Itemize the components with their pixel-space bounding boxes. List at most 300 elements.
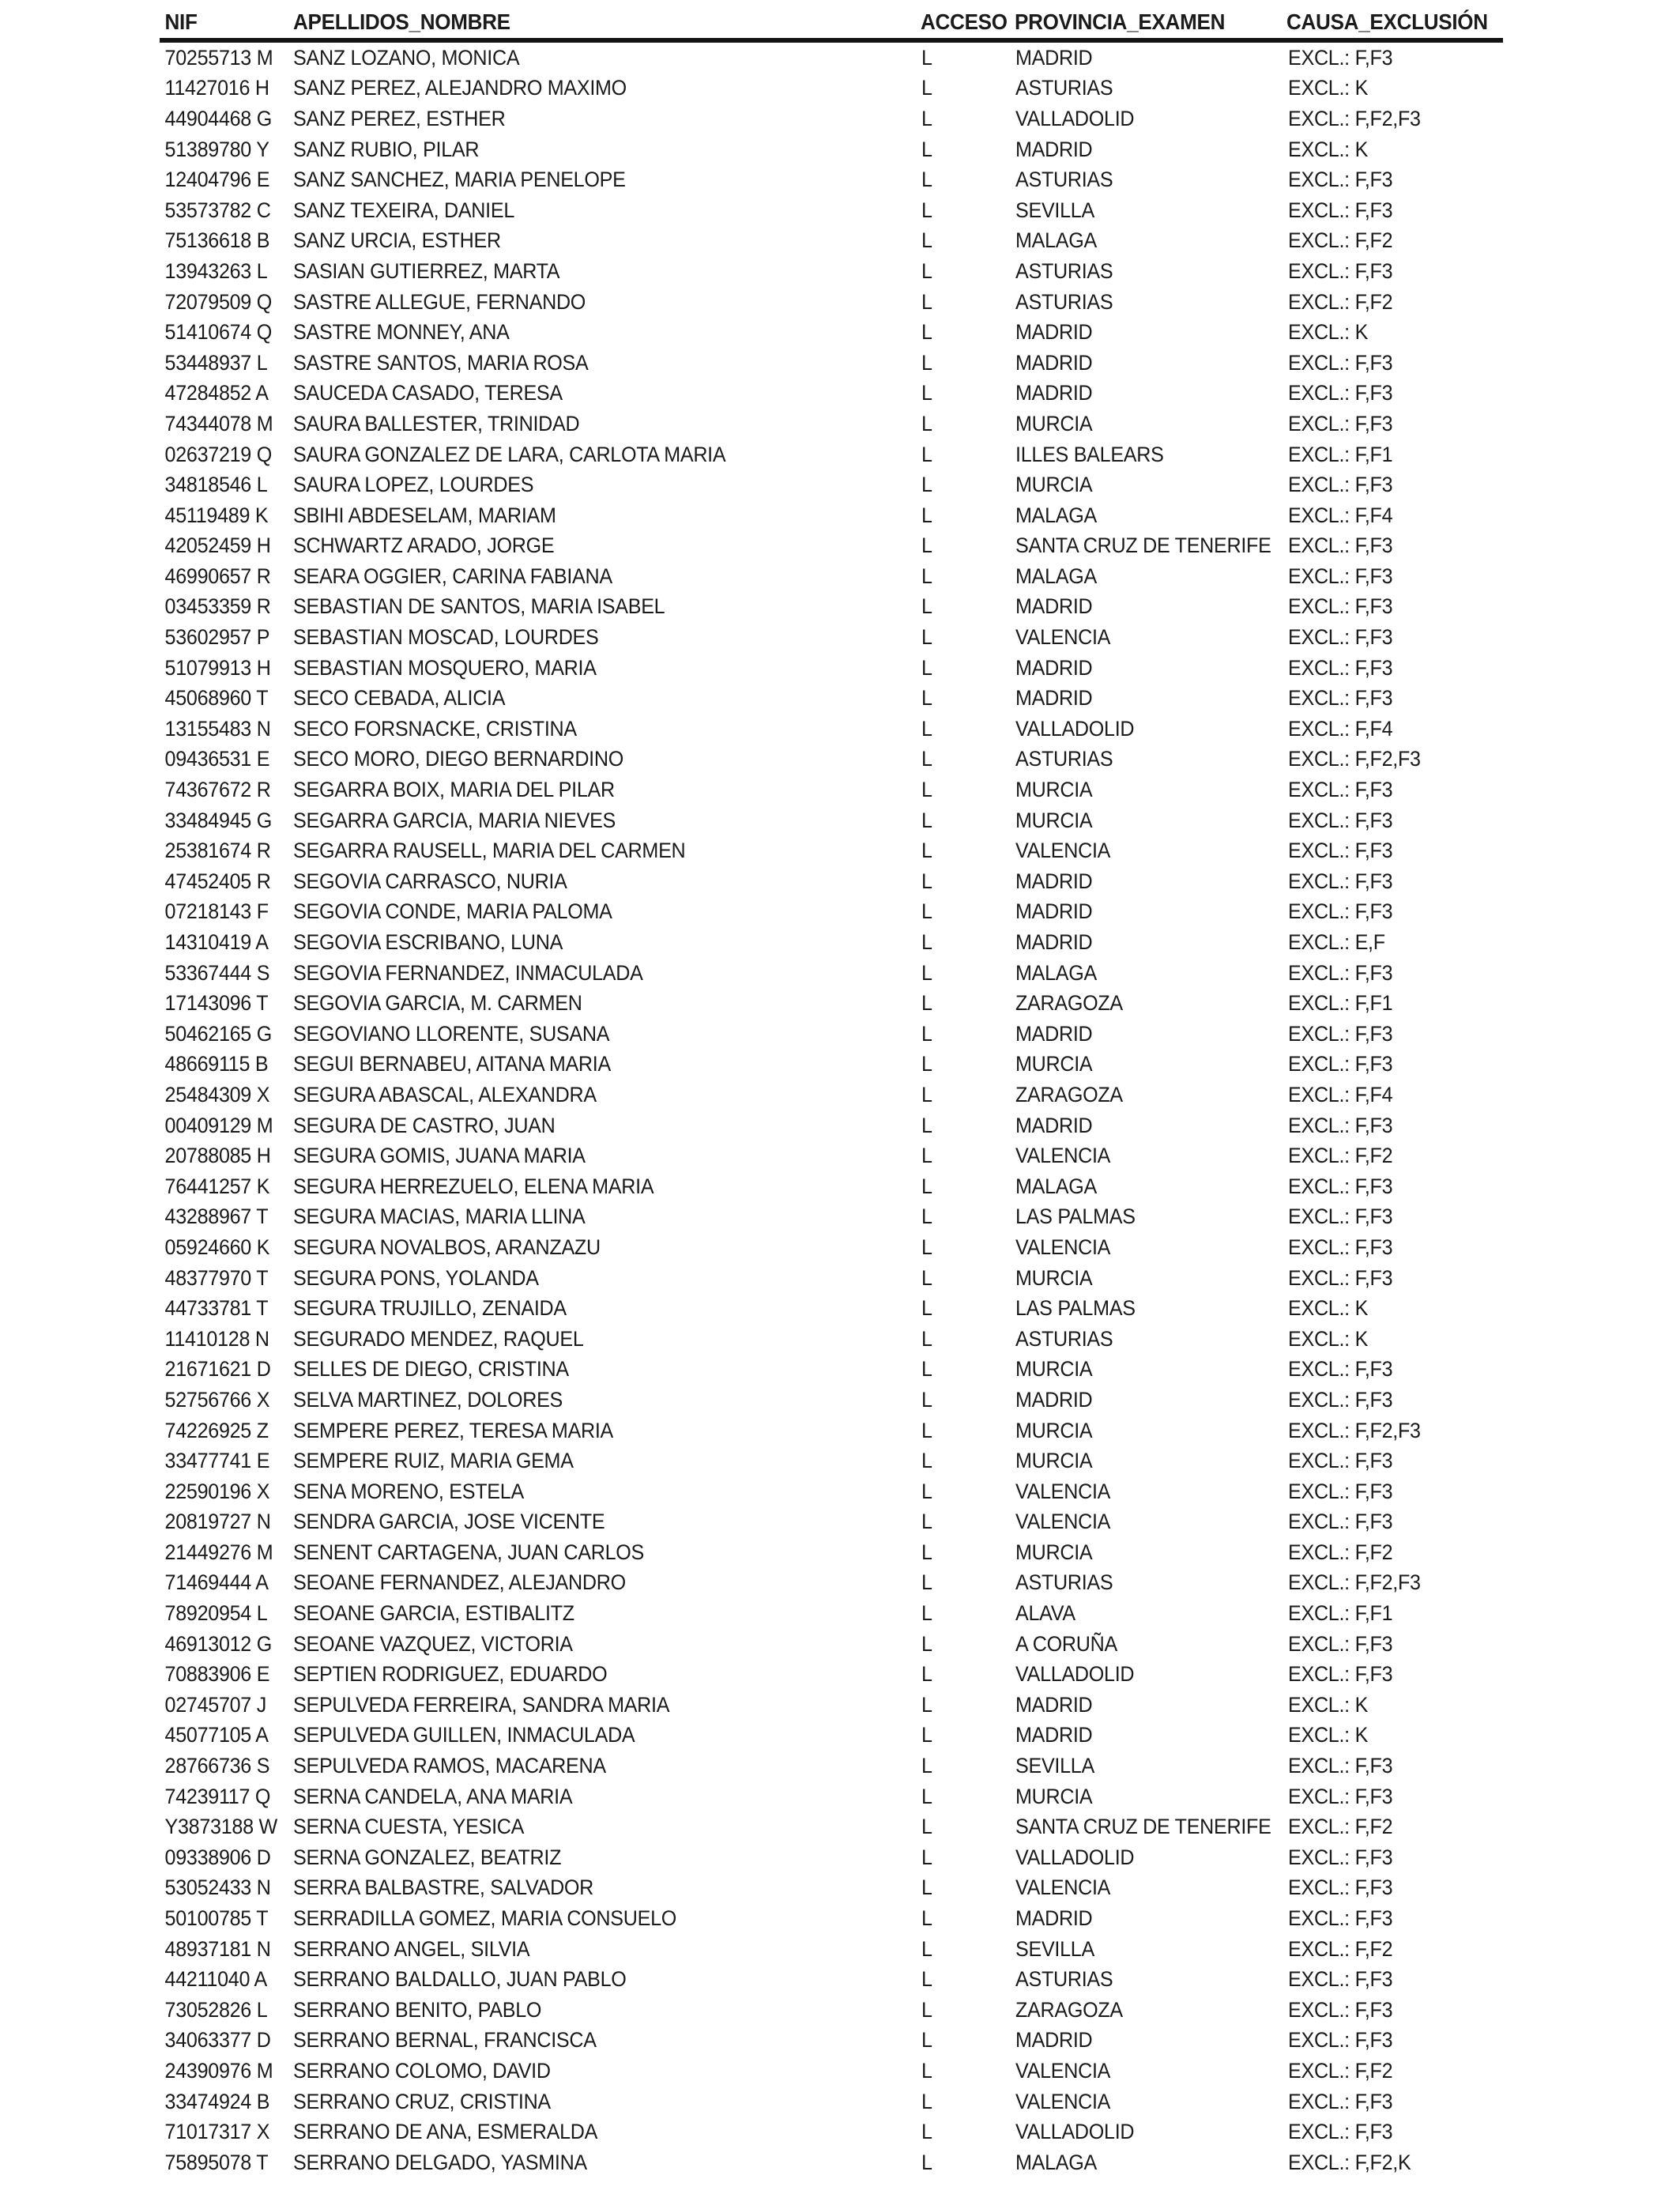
- cell-acceso: L: [921, 1144, 932, 1168]
- cell-apellidos-nombre: SAURA GONZALEZ DE LARA, CARLOTA MARIA: [293, 442, 726, 466]
- cell-nif: 02745707 J: [164, 1692, 266, 1717]
- cell-nif: 45119489 K: [164, 503, 269, 527]
- cell-apellidos-nombre: SEOANE VAZQUEZ, VICTORIA: [293, 1631, 573, 1656]
- cell-acceso: L: [921, 258, 932, 283]
- cell-apellidos-nombre: SENDRA GARCIA, JOSE VICENTE: [293, 1510, 605, 1534]
- cell-causa-exclusion: EXCL.: F,F3: [1288, 198, 1393, 222]
- cell-apellidos-nombre: SEOANE GARCIA, ESTIBALITZ: [293, 1601, 574, 1626]
- cell-provincia-examen: VALENCIA: [1015, 625, 1111, 650]
- cell-acceso: L: [921, 350, 932, 375]
- cell-provincia-examen: VALENCIA: [1015, 1144, 1111, 1168]
- table-row: [160, 104, 1503, 134]
- cell-causa-exclusion: EXCL.: F,F3: [1288, 2120, 1393, 2144]
- cell-nif: 46913012 G: [164, 1631, 272, 1656]
- cell-nif: 02637219 Q: [164, 442, 272, 466]
- cell-apellidos-nombre: SERNA CUESTA, YESICA: [293, 1815, 525, 1839]
- cell-apellidos-nombre: SERRANO BALDALLO, JUAN PABLO: [293, 1967, 627, 1992]
- cell-acceso: L: [921, 1449, 932, 1473]
- cell-apellidos-nombre: SERRANO BERNAL, FRANCISCA: [293, 2028, 597, 2053]
- cell-causa-exclusion: EXCL.: F,F4: [1288, 716, 1393, 741]
- cell-apellidos-nombre: SEBASTIAN DE SANTOS, MARIA ISABEL: [293, 594, 665, 619]
- cell-causa-exclusion: EXCL.: F,F3: [1288, 1265, 1393, 1290]
- cell-provincia-examen: MADRID: [1015, 899, 1093, 924]
- cell-acceso: L: [921, 1082, 932, 1106]
- cell-apellidos-nombre: SEPULVEDA FERREIRA, SANDRA MARIA: [293, 1692, 670, 1717]
- table-row: [160, 409, 1503, 439]
- cell-apellidos-nombre: SEGARRA RAUSELL, MARIA DEL CARMEN: [293, 839, 686, 863]
- cell-provincia-examen: MURCIA: [1015, 473, 1093, 497]
- cell-provincia-examen: MURCIA: [1015, 1449, 1093, 1473]
- cell-apellidos-nombre: SASIAN GUTIERREZ, MARTA: [293, 258, 560, 283]
- table-row: [160, 1903, 1503, 1934]
- cell-nif: 53367444 S: [164, 960, 270, 985]
- cell-provincia-examen: VALENCIA: [1015, 1479, 1111, 1503]
- cell-provincia-examen: MADRID: [1015, 137, 1093, 161]
- cell-causa-exclusion: EXCL.: F,F3: [1288, 1967, 1393, 1992]
- cell-nif: Y3873188 W: [164, 1815, 277, 1839]
- cell-apellidos-nombre: SELVA MARTINEZ, DOLORES: [293, 1387, 563, 1412]
- cell-causa-exclusion: EXCL.: F,F2: [1288, 228, 1393, 253]
- cell-causa-exclusion: EXCL.: F,F2,F3: [1288, 1418, 1421, 1442]
- table-row: [160, 1659, 1503, 1690]
- cell-acceso: L: [921, 228, 932, 253]
- cell-nif: 33477741 E: [164, 1449, 270, 1473]
- cell-acceso: L: [921, 747, 932, 771]
- cell-acceso: L: [921, 2028, 932, 2053]
- table-row: [160, 1324, 1503, 1355]
- cell-provincia-examen: MURCIA: [1015, 1052, 1093, 1076]
- cell-provincia-examen: VALENCIA: [1015, 839, 1111, 863]
- cell-apellidos-nombre: SENA MORENO, ESTELA: [293, 1479, 524, 1503]
- table-row: [160, 683, 1503, 714]
- cell-acceso: L: [921, 2120, 932, 2144]
- cell-acceso: L: [921, 564, 932, 588]
- cell-provincia-examen: VALLADOLID: [1015, 106, 1135, 130]
- cell-nif: 22590196 X: [164, 1479, 270, 1503]
- cell-provincia-examen: MALAGA: [1015, 503, 1097, 527]
- cell-provincia-examen: ASTURIAS: [1015, 76, 1113, 100]
- column-header-causa-exclusion: CAUSA_EXCLUSIÓN: [1286, 9, 1488, 34]
- cell-apellidos-nombre: SEGOVIA ESCRIBANO, LUNA: [293, 930, 563, 955]
- cell-causa-exclusion: EXCL.: K: [1288, 1692, 1369, 1717]
- cell-apellidos-nombre: SEGOVIA CONDE, MARIA PALOMA: [293, 899, 612, 924]
- cell-provincia-examen: MALAGA: [1015, 1174, 1097, 1198]
- cell-nif: 14310419 A: [164, 930, 269, 955]
- cell-causa-exclusion: EXCL.: F,F3: [1288, 1510, 1393, 1534]
- cell-nif: 44904468 G: [164, 106, 272, 130]
- table-row: [160, 1995, 1503, 2026]
- cell-provincia-examen: VALLADOLID: [1015, 716, 1135, 741]
- cell-apellidos-nombre: SEGOVIA GARCIA, M. CARMEN: [293, 991, 582, 1016]
- cell-acceso: L: [921, 1021, 932, 1046]
- exclusion-table: [160, 6, 1503, 2178]
- cell-apellidos-nombre: SEPTIEN RODRIGUEZ, EDUARDO: [293, 1662, 608, 1687]
- table-row: [160, 500, 1503, 531]
- cell-provincia-examen: ALAVA: [1015, 1601, 1075, 1626]
- cell-provincia-examen: MADRID: [1015, 2028, 1093, 2053]
- table-row: [160, 317, 1503, 348]
- cell-nif: 33474924 B: [164, 2089, 270, 2113]
- cell-provincia-examen: ILLES BALEARS: [1015, 442, 1164, 466]
- cell-acceso: L: [921, 1997, 932, 2022]
- cell-apellidos-nombre: SANZ URCIA, ESTHER: [293, 228, 501, 253]
- cell-acceso: L: [921, 1723, 932, 1747]
- table-row: [160, 1568, 1503, 1599]
- cell-nif: 05924660 K: [164, 1235, 270, 1259]
- cell-causa-exclusion: EXCL.: F,F3: [1288, 1479, 1393, 1503]
- cell-acceso: L: [921, 869, 932, 893]
- cell-causa-exclusion: EXCL.: F,F3: [1288, 1204, 1393, 1229]
- cell-acceso: L: [921, 808, 932, 832]
- cell-nif: 45068960 T: [164, 686, 269, 711]
- cell-nif: 70883906 E: [164, 1662, 270, 1687]
- cell-provincia-examen: MADRID: [1015, 1906, 1093, 1931]
- table-row: [160, 1721, 1503, 1751]
- column-header-nif: NIF: [164, 9, 198, 34]
- cell-nif: 17143096 T: [164, 991, 269, 1016]
- table-row: [160, 1416, 1503, 1446]
- table-row: [160, 1263, 1503, 1294]
- cell-causa-exclusion: EXCL.: F,F2: [1288, 2058, 1393, 2083]
- cell-apellidos-nombre: SEGURA ABASCAL, ALEXANDRA: [293, 1082, 597, 1106]
- cell-acceso: L: [921, 1510, 932, 1534]
- cell-nif: 12404796 E: [164, 168, 270, 192]
- cell-acceso: L: [921, 2058, 932, 2083]
- table-row: [160, 439, 1503, 470]
- cell-provincia-examen: MADRID: [1015, 381, 1093, 405]
- cell-provincia-examen: MALAGA: [1015, 564, 1097, 588]
- cell-acceso: L: [921, 839, 932, 863]
- cell-provincia-examen: SANTA CRUZ DE TENERIFE: [1015, 533, 1271, 558]
- cell-nif: 00409129 M: [164, 1113, 273, 1137]
- cell-provincia-examen: MURCIA: [1015, 1418, 1093, 1442]
- cell-provincia-examen: VALLADOLID: [1015, 1662, 1135, 1687]
- cell-causa-exclusion: EXCL.: K: [1288, 1326, 1369, 1351]
- cell-causa-exclusion: EXCL.: F,F3: [1288, 1235, 1393, 1259]
- cell-acceso: L: [921, 503, 932, 527]
- cell-nif: 70255713 M: [164, 45, 273, 70]
- cell-apellidos-nombre: SERRANO DE ANA, ESMERALDA: [293, 2120, 598, 2144]
- cell-provincia-examen: MURCIA: [1015, 1265, 1093, 1290]
- cell-nif: 74367672 R: [164, 778, 271, 802]
- cell-causa-exclusion: EXCL.: K: [1288, 76, 1369, 100]
- cell-provincia-examen: SEVILLA: [1015, 1936, 1094, 1961]
- cell-apellidos-nombre: SEGURA HERREZUELO, ELENA MARIA: [293, 1174, 654, 1198]
- cell-acceso: L: [921, 1754, 932, 1778]
- cell-apellidos-nombre: SEGARRA GARCIA, MARIA NIEVES: [293, 808, 616, 832]
- cell-causa-exclusion: EXCL.: F,F3: [1288, 533, 1393, 558]
- cell-acceso: L: [921, 1479, 932, 1503]
- table-row: [160, 1019, 1503, 1050]
- table-row: [160, 1690, 1503, 1721]
- cell-nif: 13155483 N: [164, 716, 271, 741]
- cell-causa-exclusion: EXCL.: F,F1: [1288, 991, 1393, 1016]
- cell-apellidos-nombre: SANZ PEREZ, ALEJANDRO MAXIMO: [293, 76, 627, 100]
- cell-causa-exclusion: EXCL.: K: [1288, 1723, 1369, 1747]
- cell-apellidos-nombre: SERRANO DELGADO, YASMINA: [293, 2150, 587, 2174]
- cell-causa-exclusion: EXCL.: F,F3: [1288, 1021, 1393, 1046]
- table-row: [160, 714, 1503, 745]
- cell-nif: 34063377 D: [164, 2028, 271, 2053]
- cell-apellidos-nombre: SANZ SANCHEZ, MARIA PENELOPE: [293, 168, 626, 192]
- cell-acceso: L: [921, 533, 932, 558]
- table-row: [160, 469, 1503, 500]
- cell-nif: 25381674 R: [164, 839, 271, 863]
- cell-apellidos-nombre: SEMPERE PEREZ, TERESA MARIA: [293, 1418, 614, 1442]
- cell-apellidos-nombre: SEARA OGGIER, CARINA FABIANA: [293, 564, 612, 588]
- cell-nif: 20819727 N: [164, 1510, 271, 1534]
- cell-apellidos-nombre: SCHWARTZ ARADO, JORGE: [293, 533, 555, 558]
- cell-apellidos-nombre: SERRA BALBASTRE, SALVADOR: [293, 1875, 594, 1900]
- cell-causa-exclusion: EXCL.: F,F2,F3: [1288, 1570, 1421, 1595]
- table-row: [160, 226, 1503, 257]
- cell-causa-exclusion: EXCL.: F,F3: [1288, 1052, 1393, 1076]
- table-row: [160, 1355, 1503, 1385]
- table-row: [160, 43, 1503, 74]
- table-row: [160, 1781, 1503, 1812]
- cell-acceso: L: [921, 1936, 932, 1961]
- cell-causa-exclusion: EXCL.: F,F2,K: [1288, 2150, 1411, 2174]
- cell-causa-exclusion: EXCL.: F,F3: [1288, 2028, 1393, 2053]
- cell-provincia-examen: MALAGA: [1015, 960, 1097, 985]
- cell-provincia-examen: SEVILLA: [1015, 198, 1094, 222]
- table-row: [160, 1629, 1503, 1660]
- cell-nif: 45077105 A: [164, 1723, 269, 1747]
- cell-provincia-examen: MURCIA: [1015, 1784, 1093, 1808]
- cell-apellidos-nombre: SECO CEBADA, ALICIA: [293, 686, 506, 711]
- table-row: [160, 256, 1503, 287]
- cell-apellidos-nombre: SEGOVIA CARRASCO, NURIA: [293, 869, 567, 893]
- cell-nif: 03453359 R: [164, 594, 271, 619]
- cell-causa-exclusion: EXCL.: F,F3: [1288, 258, 1393, 283]
- cell-provincia-examen: A CORUÑA: [1015, 1631, 1117, 1656]
- cell-nif: 50100785 T: [164, 1906, 269, 1931]
- cell-acceso: L: [921, 1967, 932, 1992]
- cell-causa-exclusion: EXCL.: F,F2,F3: [1288, 106, 1421, 130]
- cell-apellidos-nombre: SEGURADO MENDEZ, RAQUEL: [293, 1326, 584, 1351]
- cell-nif: 71017317 X: [164, 2120, 270, 2144]
- cell-nif: 74239117 Q: [164, 1784, 271, 1808]
- cell-acceso: L: [921, 2089, 932, 2113]
- table-row: [160, 1110, 1503, 1141]
- cell-causa-exclusion: EXCL.: F,F3: [1288, 1113, 1393, 1137]
- cell-causa-exclusion: EXCL.: F,F3: [1288, 625, 1393, 650]
- cell-acceso: L: [921, 1387, 932, 1412]
- table-row: [160, 835, 1503, 866]
- cell-acceso: L: [921, 442, 932, 466]
- cell-causa-exclusion: EXCL.: F,F3: [1288, 1662, 1393, 1687]
- table-row: [160, 561, 1503, 592]
- cell-apellidos-nombre: SENENT CARTAGENA, JUAN CARLOS: [293, 1540, 644, 1564]
- cell-apellidos-nombre: SASTRE MONNEY, ANA: [293, 320, 510, 345]
- cell-acceso: L: [921, 1235, 932, 1259]
- table-row: [160, 1811, 1503, 1842]
- cell-causa-exclusion: EXCL.: F,F3: [1288, 1387, 1393, 1412]
- cell-apellidos-nombre: SERRANO BENITO, PABLO: [293, 1997, 542, 2022]
- cell-provincia-examen: ZARAGOZA: [1015, 1082, 1123, 1106]
- cell-apellidos-nombre: SERNA CANDELA, ANA MARIA: [293, 1784, 573, 1808]
- cell-apellidos-nombre: SERRANO COLOMO, DAVID: [293, 2058, 551, 2083]
- cell-provincia-examen: MADRID: [1015, 1387, 1093, 1412]
- cell-nif: 76441257 K: [164, 1174, 270, 1198]
- cell-causa-exclusion: EXCL.: F,F3: [1288, 960, 1393, 985]
- cell-provincia-examen: ZARAGOZA: [1015, 1997, 1123, 2022]
- cell-nif: 51079913 H: [164, 655, 271, 680]
- cell-nif: 42052459 H: [164, 533, 271, 558]
- cell-provincia-examen: ASTURIAS: [1015, 289, 1113, 314]
- table-row: [160, 866, 1503, 897]
- table-row: [160, 1598, 1503, 1629]
- cell-apellidos-nombre: SEGURA PONS, YOLANDA: [293, 1265, 539, 1290]
- cell-apellidos-nombre: SAURA LOPEZ, LOURDES: [293, 473, 534, 497]
- cell-provincia-examen: MURCIA: [1015, 1357, 1093, 1382]
- table-row: [160, 2117, 1503, 2147]
- cell-causa-exclusion: EXCL.: F,F3: [1288, 2089, 1393, 2113]
- cell-provincia-examen: MADRID: [1015, 350, 1093, 375]
- cell-nif: 25484309 X: [164, 1082, 270, 1106]
- table-row: [160, 1385, 1503, 1416]
- cell-causa-exclusion: EXCL.: F,F3: [1288, 1357, 1393, 1382]
- cell-provincia-examen: VALENCIA: [1015, 1510, 1111, 1534]
- cell-nif: 44733781 T: [164, 1296, 269, 1321]
- table-row: [160, 1476, 1503, 1507]
- cell-nif: 07218143 F: [164, 899, 269, 924]
- cell-causa-exclusion: EXCL.: F,F3: [1288, 1784, 1393, 1808]
- cell-causa-exclusion: EXCL.: F,F3: [1288, 473, 1393, 497]
- cell-acceso: L: [921, 1631, 932, 1656]
- cell-apellidos-nombre: SERRANO CRUZ, CRISTINA: [293, 2089, 551, 2113]
- table-row: [160, 348, 1503, 379]
- cell-apellidos-nombre: SEMPERE RUIZ, MARIA GEMA: [293, 1449, 574, 1473]
- cell-acceso: L: [921, 1540, 932, 1564]
- cell-acceso: L: [921, 168, 932, 192]
- cell-nif: 47284852 A: [164, 381, 269, 405]
- cell-causa-exclusion: EXCL.: F,F3: [1288, 45, 1393, 70]
- cell-nif: 53602957 P: [164, 625, 270, 650]
- cell-nif: 43288967 T: [164, 1204, 269, 1229]
- column-header-acceso: ACCESO: [920, 9, 1008, 34]
- cell-causa-exclusion: EXCL.: F,F2: [1288, 289, 1393, 314]
- cell-nif: 11427016 H: [164, 76, 269, 100]
- cell-nif: 24390976 M: [164, 2058, 273, 2083]
- cell-acceso: L: [921, 960, 932, 985]
- cell-causa-exclusion: EXCL.: F,F3: [1288, 1754, 1393, 1778]
- table-row: [160, 745, 1503, 775]
- cell-apellidos-nombre: SEBASTIAN MOSQUERO, MARIA: [293, 655, 597, 680]
- table-row: [160, 1751, 1503, 1781]
- cell-nif: 21671621 D: [164, 1357, 271, 1382]
- cell-acceso: L: [921, 1204, 932, 1229]
- cell-nif: 52756766 X: [164, 1387, 270, 1412]
- cell-causa-exclusion: EXCL.: F,F3: [1288, 899, 1393, 924]
- cell-apellidos-nombre: SERRADILLA GOMEZ, MARIA CONSUELO: [293, 1906, 677, 1931]
- cell-nif: 46990657 R: [164, 564, 271, 588]
- cell-acceso: L: [921, 899, 932, 924]
- cell-acceso: L: [921, 991, 932, 1016]
- cell-causa-exclusion: EXCL.: F,F3: [1288, 564, 1393, 588]
- cell-provincia-examen: MADRID: [1015, 869, 1093, 893]
- cell-causa-exclusion: EXCL.: F,F3: [1288, 1997, 1393, 2022]
- table-row: [160, 531, 1503, 562]
- cell-causa-exclusion: EXCL.: F,F3: [1288, 1906, 1393, 1931]
- table-row: [160, 897, 1503, 928]
- cell-nif: 48937181 N: [164, 1936, 271, 1961]
- cell-causa-exclusion: EXCL.: F,F1: [1288, 442, 1393, 466]
- table-row: [160, 2147, 1503, 2178]
- cell-acceso: L: [921, 1296, 932, 1321]
- cell-causa-exclusion: EXCL.: F,F3: [1288, 1449, 1393, 1473]
- table-row: [160, 1934, 1503, 1965]
- table-row: [160, 958, 1503, 989]
- cell-provincia-examen: MADRID: [1015, 930, 1093, 955]
- cell-causa-exclusion: EXCL.: F,F3: [1288, 381, 1393, 405]
- cell-nif: 47452405 R: [164, 869, 271, 893]
- cell-acceso: L: [921, 320, 932, 345]
- table-row: [160, 805, 1503, 836]
- cell-nif: 72079509 Q: [164, 289, 272, 314]
- cell-nif: 48377970 T: [164, 1265, 269, 1290]
- cell-apellidos-nombre: SEGURA DE CASTRO, JUAN: [293, 1113, 556, 1137]
- cell-causa-exclusion: EXCL.: F,F4: [1288, 503, 1393, 527]
- cell-apellidos-nombre: SEGURA NOVALBOS, ARANZAZU: [293, 1235, 601, 1259]
- cell-causa-exclusion: EXCL.: F,F3: [1288, 594, 1393, 619]
- cell-nif: 50462165 G: [164, 1021, 272, 1046]
- table-row: [160, 164, 1503, 195]
- cell-apellidos-nombre: SAUCEDA CASADO, TERESA: [293, 381, 563, 405]
- cell-causa-exclusion: EXCL.: E,F: [1288, 930, 1385, 955]
- table-row: [160, 653, 1503, 684]
- cell-nif: 75136618 B: [164, 228, 270, 253]
- cell-causa-exclusion: EXCL.: F,F3: [1288, 1174, 1393, 1198]
- cell-provincia-examen: ZARAGOZA: [1015, 991, 1123, 1016]
- cell-provincia-examen: VALENCIA: [1015, 2089, 1111, 2113]
- cell-provincia-examen: MADRID: [1015, 1113, 1093, 1137]
- cell-causa-exclusion: EXCL.: F,F3: [1288, 1875, 1393, 1900]
- cell-causa-exclusion: EXCL.: F,F3: [1288, 168, 1393, 192]
- cell-nif: 09338906 D: [164, 1845, 271, 1869]
- cell-provincia-examen: MURCIA: [1015, 778, 1093, 802]
- cell-apellidos-nombre: SAURA BALLESTER, TRINIDAD: [293, 411, 580, 435]
- cell-acceso: L: [921, 930, 932, 955]
- cell-apellidos-nombre: SBIHI ABDESELAM, MARIAM: [293, 503, 556, 527]
- table-row: [160, 927, 1503, 958]
- cell-apellidos-nombre: SECO MORO, DIEGO BERNARDINO: [293, 747, 623, 771]
- cell-acceso: L: [921, 1570, 932, 1595]
- table-body: [160, 43, 1503, 2178]
- cell-provincia-examen: ASTURIAS: [1015, 747, 1113, 771]
- table-row: [160, 775, 1503, 805]
- cell-apellidos-nombre: SERRANO ANGEL, SILVIA: [293, 1936, 530, 1961]
- cell-acceso: L: [921, 289, 932, 314]
- cell-acceso: L: [921, 1845, 932, 1869]
- table-row: [160, 592, 1503, 623]
- cell-provincia-examen: LAS PALMAS: [1015, 1296, 1136, 1321]
- cell-provincia-examen: MURCIA: [1015, 1540, 1093, 1564]
- cell-causa-exclusion: EXCL.: F,F2,F3: [1288, 747, 1421, 771]
- table-row: [160, 2026, 1503, 2056]
- cell-causa-exclusion: EXCL.: F,F4: [1288, 1082, 1393, 1106]
- cell-provincia-examen: MADRID: [1015, 1723, 1093, 1747]
- column-header-provincia-examen: PROVINCIA_EXAMEN: [1014, 9, 1225, 34]
- cell-acceso: L: [921, 411, 932, 435]
- cell-nif: 34818546 L: [164, 473, 268, 497]
- cell-nif: 51410674 Q: [164, 320, 272, 345]
- cell-apellidos-nombre: SEPULVEDA RAMOS, MACARENA: [293, 1754, 606, 1778]
- cell-provincia-examen: ASTURIAS: [1015, 1326, 1113, 1351]
- cell-acceso: L: [921, 1875, 932, 1900]
- table-row: [160, 1080, 1503, 1110]
- column-header-apellidos-nombre: APELLIDOS_NOMBRE: [292, 9, 510, 34]
